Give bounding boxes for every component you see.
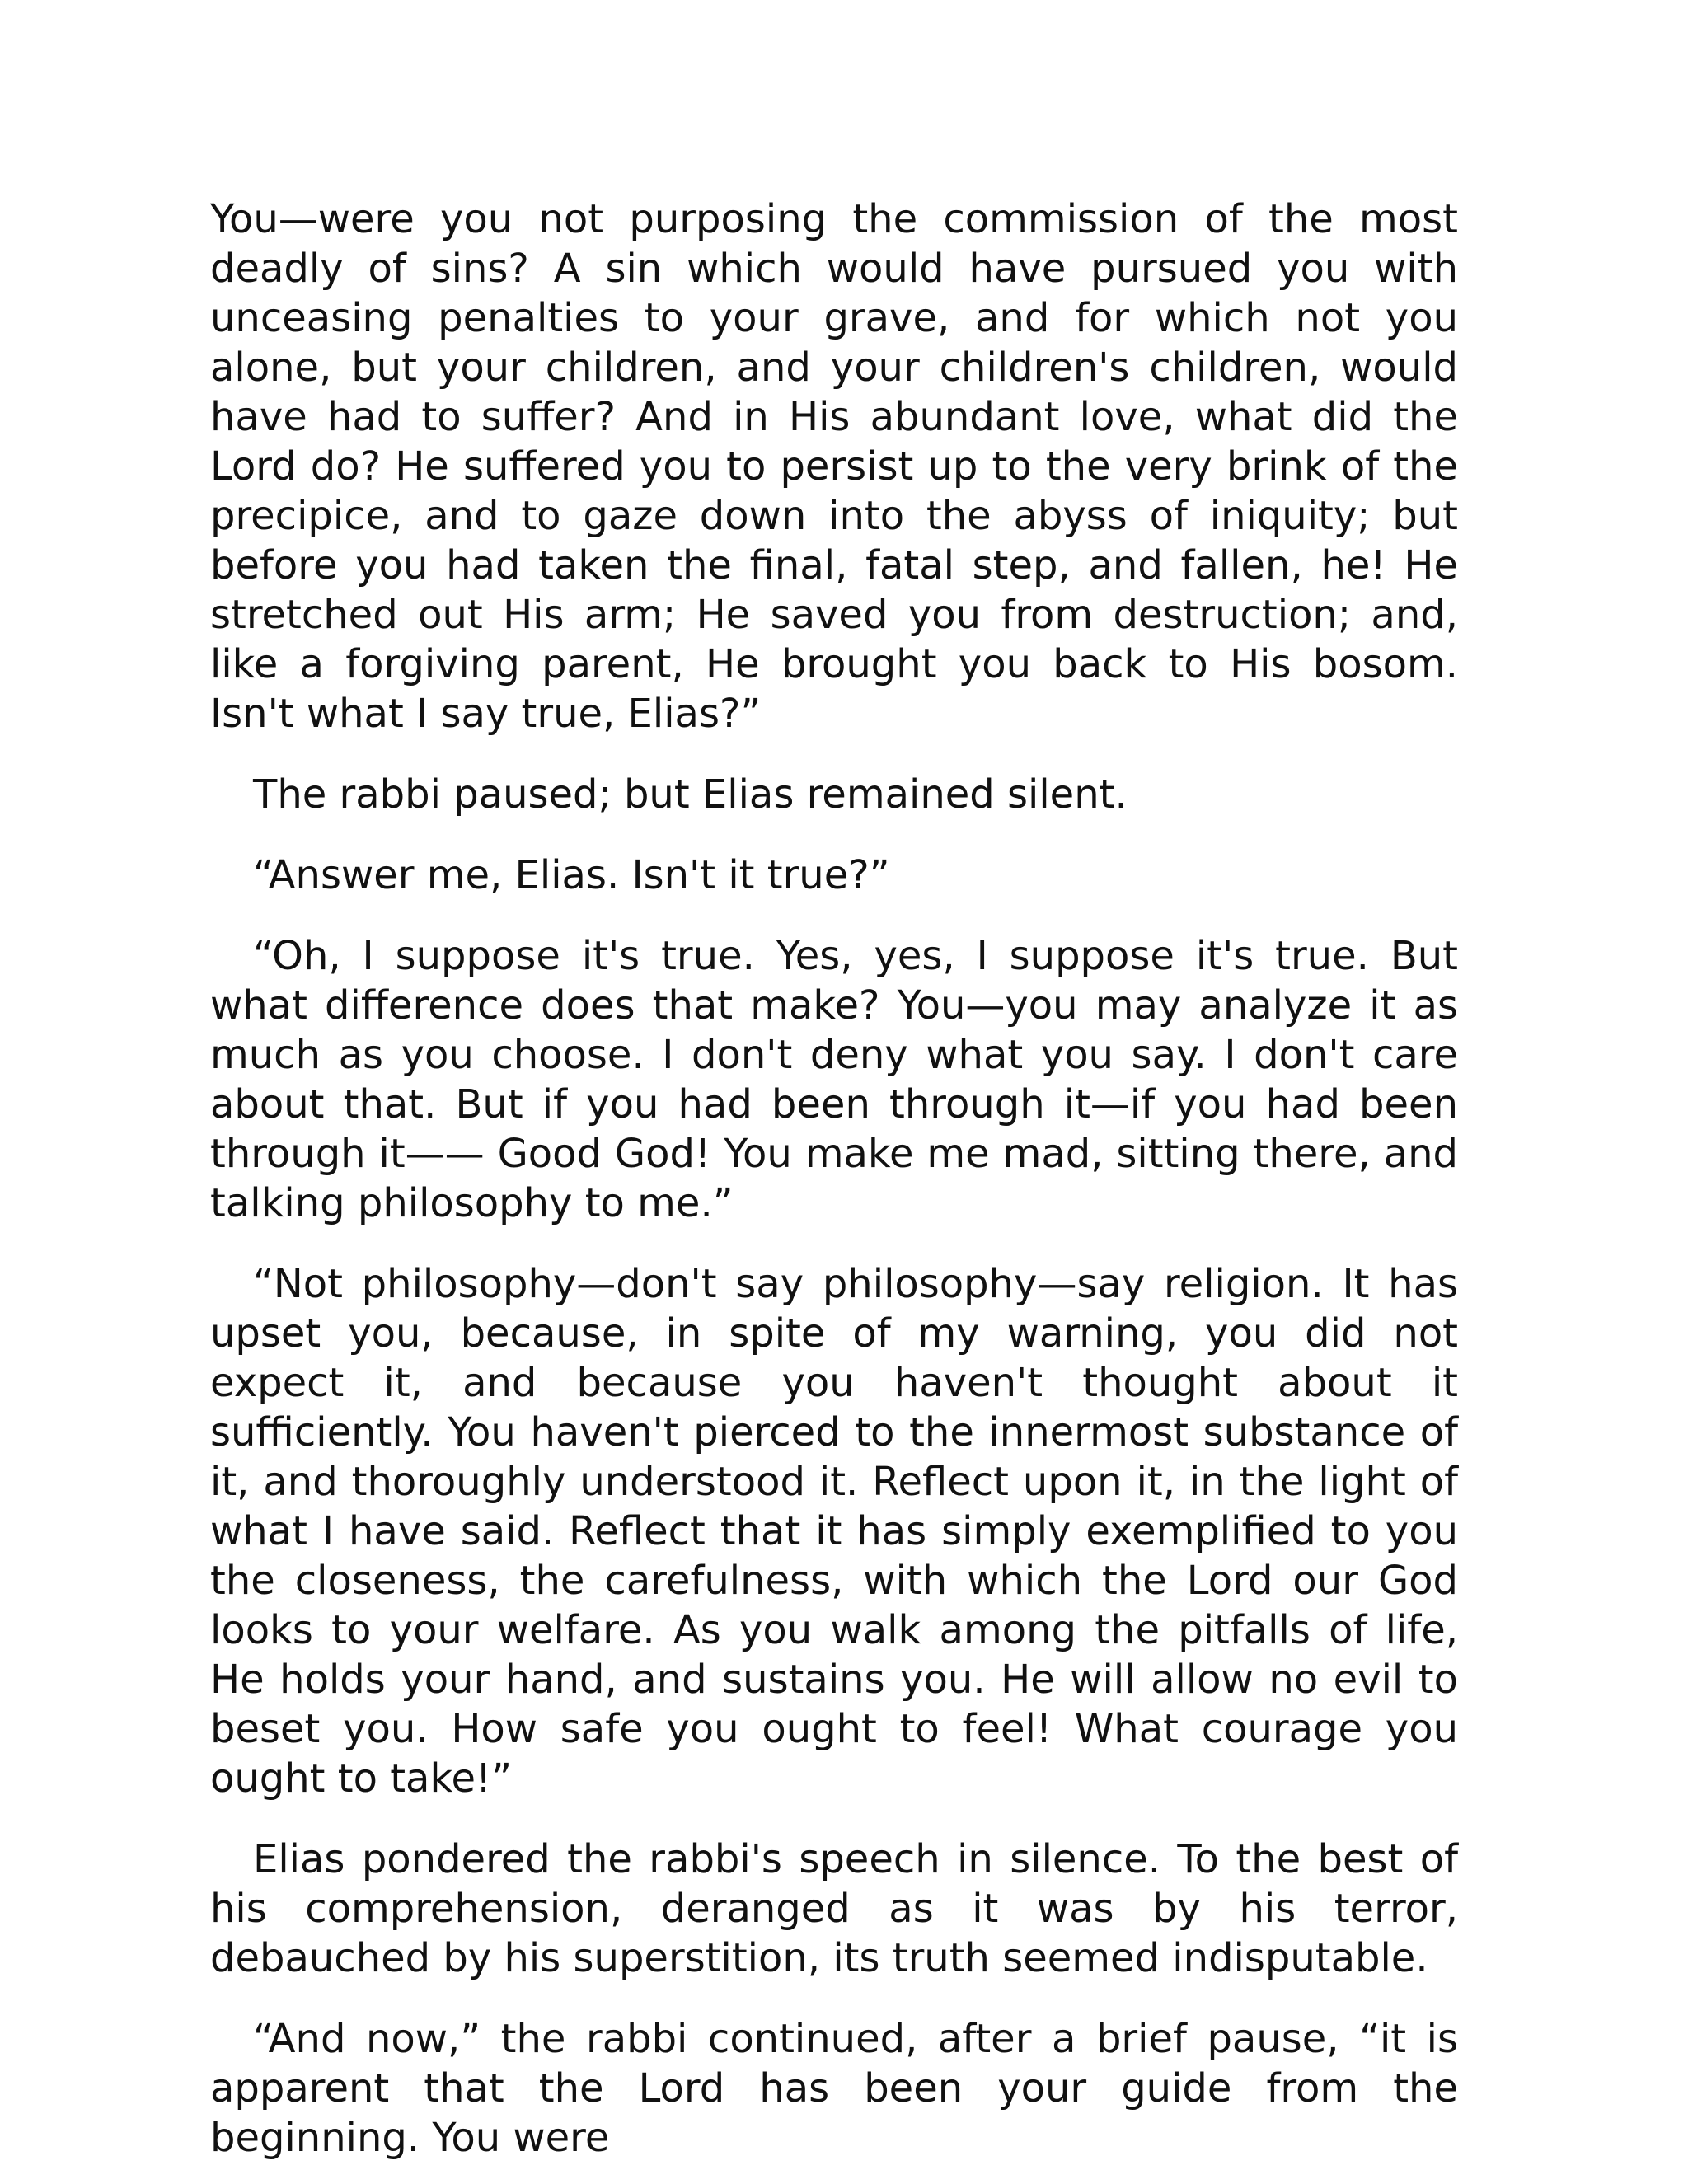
- paragraph-2: The rabbi paused; but Elias remained silent.: [253, 771, 1128, 818]
- paragraph-3: “Answer me, Elias. Isn't it true?”: [253, 852, 890, 898]
- paragraph-4: “Oh, I suppose it's true. Yes, yes, I suppose it's true. But what difference does that make? You—you may analyze it as much as you choose. I don't deny what you say. I don't care about that. But if you had been through it—if you had been through it—— Good God! You make me mad, sitting there, and talking philosophy to me.”: [210, 933, 1458, 1226]
- paragraph-5: “Not philosophy—don't say philosophy—say religion. It has upset you, because, in spite of my warning, you did not expect it, and because you haven't thought about it sufficiently. You haven't pierced to the innermost substance of it, and thoroughly understood it. Reflect upon it, in the light of what I have said. Reflect that it has simply exemplified to you the closeness, the carefulness, with which the Lord our God looks to your welfare. As you walk among the pitfalls of life, He holds your hand, and sustains you. He will allow no evil to beset you. How safe you ought to feel! What courage you ought to take!”: [210, 1261, 1458, 1802]
- page-body: [210, 194, 1458, 2163]
- paragraph-6: Elias pondered the rabbi's speech in silence. To the best of his comprehension, deranged as it was by his terror, debauched by his superstition, its truth seemed indisputable.: [210, 1836, 1458, 1981]
- paragraph-7: “And now,” the rabbi continued, after a brief pause, “it is apparent that the Lord has been your guide from the beginning. You were: [210, 2016, 1458, 2161]
- paragraph-1: You—were you not purposing the commission of the most deadly of sins? A sin which would have pursued you with unceasing penalties to your grave, and for which not you alone, but your children, and your children's children, would have had to suffer? And in His abundant love, what did the Lord do? He suffered you to persist up to the very brink of the precipice, and to gaze down into the abyss of iniquity; but before you had taken the final, fatal step, and fallen, he! He stretched out His arm; He saved you from destruction; and, like a forgiving parent, He brought you back to His bosom. Isn't what I say true, Elias?”: [210, 196, 1458, 737]
